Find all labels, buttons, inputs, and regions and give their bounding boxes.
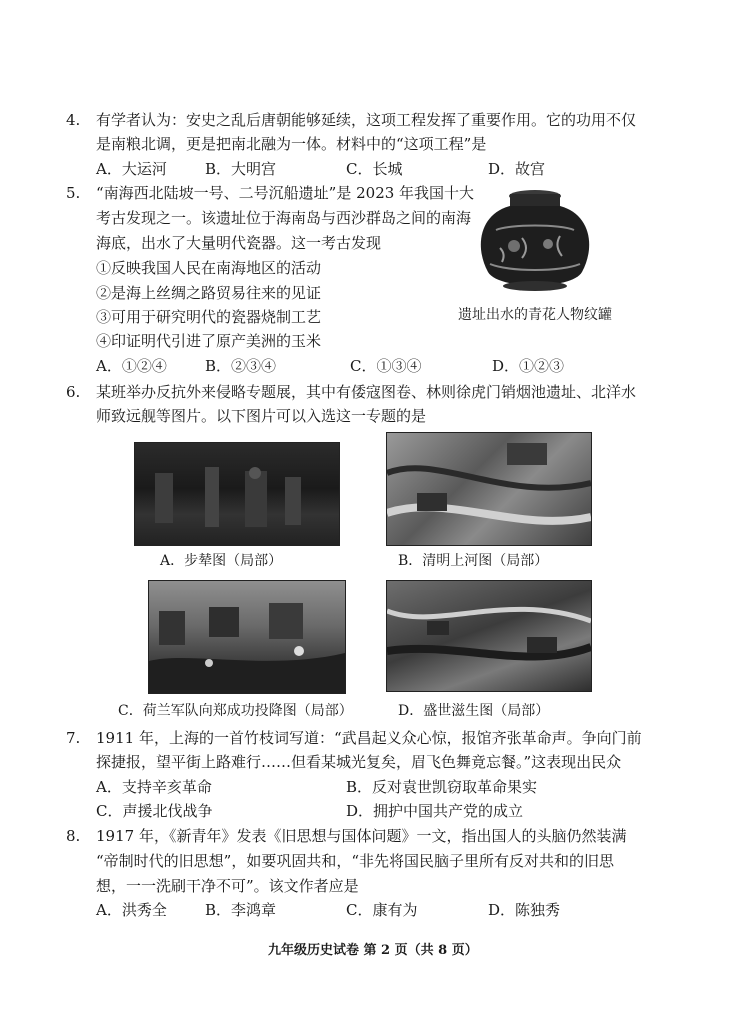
q5-number: 5. — [66, 184, 81, 202]
q6-line-1: 某班举办反抗外来侵略专题展，其中有倭寇图卷、林则徐虎门销烟池遗址、北洋水 — [96, 383, 637, 401]
painting-c-image — [148, 580, 346, 694]
q7-line-1: 1911 年，上海的一首竹枝词写道：“武昌起义众心惊，报馆齐张革命声。争向门前 — [96, 729, 642, 747]
q8-line-3: 想，一一洗刷干净不可”。该文作者应是 — [96, 877, 359, 895]
q8-option-d: D．陈独秀 — [488, 901, 561, 919]
q5-line-2: 考古发现之一。该遗址位于海南岛与西沙群岛之间的南海 — [96, 209, 472, 227]
painting-c-caption: C．荷兰军队向郑成功投降图（局部） — [118, 703, 353, 719]
painting-d-image — [386, 580, 592, 692]
q5-option-b: B．②③④ — [205, 357, 277, 375]
painting-a-image — [134, 442, 340, 546]
painting-b-caption: B．清明上河图（局部） — [398, 553, 549, 569]
q4-line-2: 是南粮北调，更是把南北融为一体。材料中的“这项工程”是 — [96, 135, 487, 153]
q8-line-2: “帝制时代的旧思想”，如要巩固共和，“非先将国民脑子里所有反对共和的旧思 — [96, 852, 615, 870]
q5-line-3: 海底，出水了大量明代瓷器。这一考古发现 — [96, 234, 382, 252]
q4-option-c: C．长城 — [346, 160, 403, 178]
q7-option-d: D．拥护中国共产党的成立 — [346, 802, 524, 820]
q8-option-a: A．洪秀全 — [96, 901, 167, 919]
q4-option-b: B．大明宫 — [205, 160, 277, 178]
q5-line-5: ②是海上丝绸之路贸易往来的见证 — [96, 284, 322, 302]
q5-option-a: A．①②④ — [96, 357, 167, 375]
q5-line-7: ④印证明代引进了原产美洲的玉米 — [96, 332, 322, 350]
q5-line-4: ①反映我国人民在南海地区的活动 — [96, 259, 322, 277]
q8-number: 8. — [66, 827, 81, 845]
q7-option-a: A．支持辛亥革命 — [96, 778, 212, 796]
page-footer: 九年级历史试卷 第 2 页（共 8 页） — [268, 943, 478, 958]
q8-option-b: B．李鸿章 — [205, 901, 277, 919]
q8-option-c: C．康有为 — [346, 901, 418, 919]
q5-option-c: C．①③④ — [350, 357, 422, 375]
q4-option-d: D．故宫 — [488, 160, 546, 178]
q7-option-b: B．反对袁世凯窃取革命果实 — [346, 778, 538, 796]
q8-line-1: 1917 年，《新青年》发表《旧思想与国体问题》一文，指出国人的头脑仍然装满 — [96, 827, 627, 845]
q5-line-6: ③可用于研究明代的瓷器烧制工艺 — [96, 308, 322, 326]
q7-line-2: 探捷报，望平街上路难行……但看某城光复矣，眉飞色舞竟忘餐。”这表现出民众 — [96, 753, 622, 771]
painting-b-image — [386, 432, 592, 546]
q4-line-1: 有学者认为：安史之乱后唐朝能够延续，这项工程发挥了重要作用。它的功用不仅 — [96, 111, 637, 129]
q5-line-1: “南海西北陆坡一号、二号沉船遗址”是 2023 年我国十大 — [96, 184, 475, 202]
blue-white-jar-image — [470, 186, 600, 302]
q7-option-c: C．声援北伐战争 — [96, 802, 213, 820]
q4-option-a: A．大运河 — [96, 160, 167, 178]
painting-d-caption: D．盛世滋生图（局部） — [398, 703, 550, 719]
jar-caption: 遗址出水的青花人物纹罐 — [458, 307, 612, 323]
painting-a-caption: A．步辇图（局部） — [160, 553, 283, 569]
q4-number: 4. — [66, 111, 81, 129]
q6-number: 6. — [66, 383, 81, 401]
q6-line-2: 师致远舰等图片。以下图片可以入选这一专题的是 — [96, 407, 427, 425]
q5-option-d: D．①②③ — [492, 357, 565, 375]
q7-number: 7. — [66, 729, 81, 747]
